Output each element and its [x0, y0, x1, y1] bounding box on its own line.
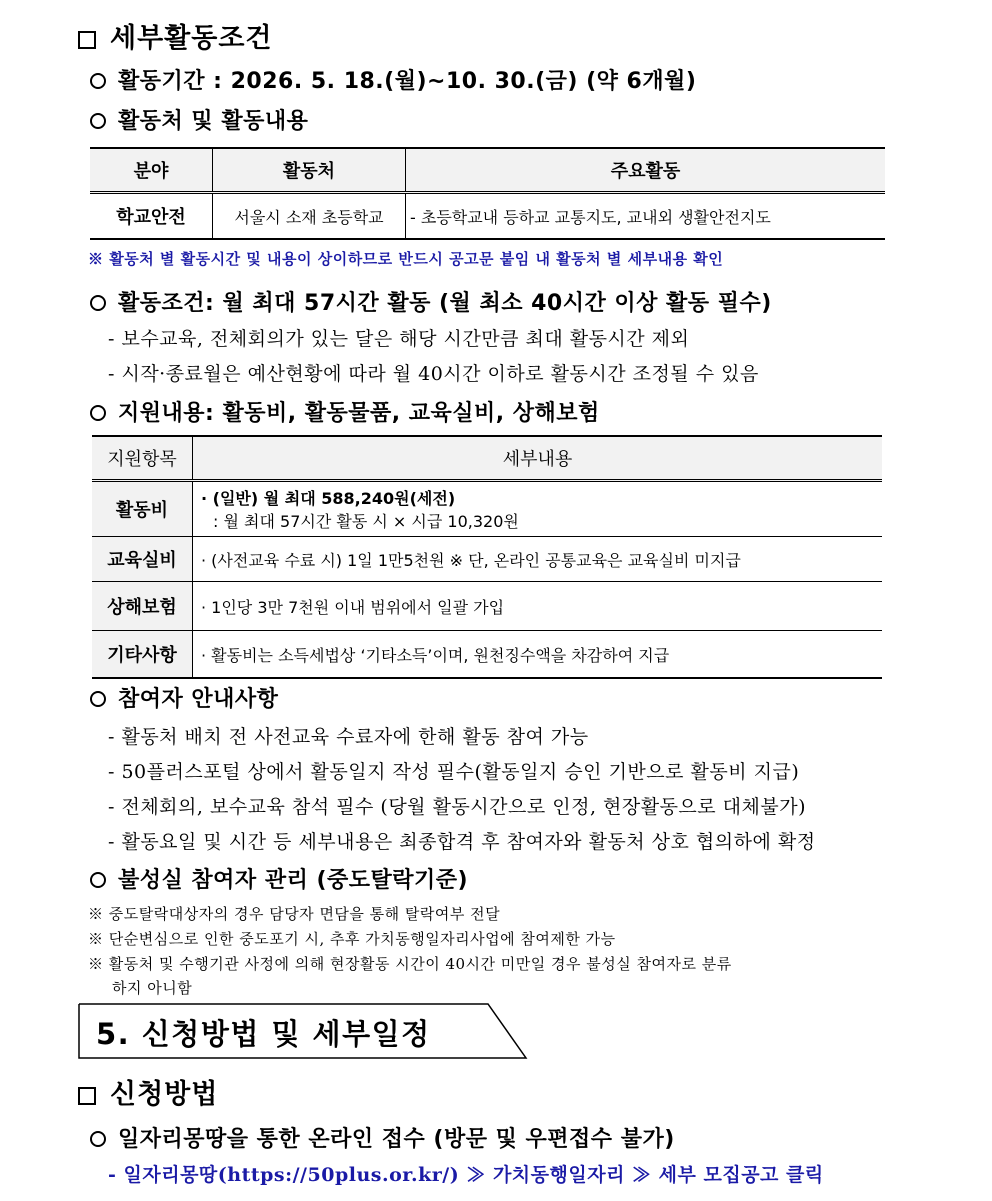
header-activity: 주요활동	[406, 148, 886, 193]
table-header-row	[90, 148, 885, 193]
poor-note: ※ 단순변심으로 인한 중도포기 시, 추후 가치동행일자리사업에 참여제한 가능	[88, 930, 616, 948]
poor-note: ※ 중도탈락대상자의 경우 담당자 면담을 통해 탈락여부 전달	[88, 905, 501, 923]
circle-bullet-icon	[90, 73, 106, 89]
poor-note: ※ 활동처 및 수행기관 사정에 의해 현장활동 시간이 40시간 미만일 경우 불성실 참여자로 분류	[88, 955, 732, 973]
activity-period: 활동기간 : 2026. 5. 18.(월)~10. 30.(금) (약 6개월)	[90, 64, 696, 95]
cell-detail: · (사전교육 수료 시) 1일 1만5천원 ※ 단, 온라인 공통교육은 교육실비 미지급	[193, 537, 883, 582]
circle-bullet-icon	[90, 872, 106, 888]
table-row	[90, 193, 885, 240]
circle-bullet-icon	[90, 295, 106, 311]
support-table	[92, 435, 882, 679]
condition-heading: 활동조건: 월 최대 57시간 활동 (월 최소 40시간 이상 활동 필수)	[90, 286, 772, 317]
section-title-apply: 신청방법	[78, 1072, 218, 1111]
cell-detail: · 활동비는 소득세법상 ‘기타소득’이며, 원천징수액을 차감하여 지급	[193, 631, 883, 679]
condition-item: - 시작·종료월은 예산현황에 따라 월 40시간 이하로 활동시간 조정될 수 있음	[108, 363, 759, 385]
table-row	[92, 582, 882, 631]
poor-heading: 불성실 참여자 관리 (중도탈락기준)	[90, 863, 468, 894]
poor-note: 하지 아니함	[112, 979, 193, 997]
detail-line: · (일반) 월 최대 588,240원(세전)	[201, 489, 456, 508]
checkbox-square-icon	[78, 1087, 96, 1105]
cell-activity: - 초등학교내 등하교 교통지도, 교내외 생활안전지도	[406, 193, 886, 240]
header-item: 지원항목	[92, 436, 193, 481]
participant-heading: 참여자 안내사항	[90, 682, 278, 713]
header-field: 분야	[90, 148, 213, 193]
section-title-detail: 세부활동조건	[78, 16, 273, 55]
apply-link-line[interactable]: - 일자리몽땅(https://50plus.or.kr/) ≫ 가치동행일자리 ≫ 세부 모집공고 클릭	[108, 1164, 824, 1186]
participant-item: - 활동요일 및 시간 등 세부내용은 최종합격 후 참여자와 활동처 상호 협의하에 확정	[108, 831, 816, 853]
checkbox-square-icon	[78, 31, 96, 49]
place-table	[90, 147, 885, 240]
header-place: 활동처	[213, 148, 406, 193]
place-note: ※ 활동처 별 활동시간 및 내용이 상이하므로 반드시 공고문 붙임 내 활동처 별 세부내용 확인	[88, 250, 724, 268]
online-apply: 일자리몽땅을 통한 온라인 접수 (방문 및 우편접수 불가)	[90, 1122, 675, 1153]
circle-bullet-icon	[90, 691, 106, 707]
header-detail: 세부내용	[193, 436, 883, 481]
table-row	[92, 631, 882, 679]
cell-item: 기타사항	[92, 631, 193, 679]
banner-title: 5. 신청방법 및 세부일정	[96, 1017, 431, 1051]
participant-item: - 전체회의, 보수교육 참석 필수 (당월 활동시간으로 인정, 현장활동으로 대체불가)	[108, 796, 807, 818]
condition-item: - 보수교육, 전체회의가 있는 달은 해당 시간만큼 최대 활동시간 제외	[108, 328, 690, 350]
participant-item: - 50플러스포털 상에서 활동일지 작성 필수(활동일지 승인 기반으로 활동비 지급)	[108, 761, 800, 783]
cell-detail	[193, 481, 883, 537]
cell-item: 상해보험	[92, 582, 193, 631]
cell-place: 서울시 소재 초등학교	[213, 193, 406, 240]
table-header-row	[92, 436, 882, 481]
participant-item: - 활동처 배치 전 사전교육 수료자에 한해 활동 참여 가능	[108, 726, 589, 748]
cell-item: 활동비	[92, 481, 193, 537]
circle-bullet-icon	[90, 405, 106, 421]
table-row	[92, 537, 882, 582]
circle-bullet-icon	[90, 1131, 106, 1147]
circle-bullet-icon	[90, 113, 106, 129]
cell-detail: · 1인당 3만 7천원 이내 범위에서 일괄 가입	[193, 582, 883, 631]
support-heading: 지원내용: 활동비, 활동물품, 교육실비, 상해보험	[90, 396, 600, 427]
place-heading: 활동처 및 활동내용	[90, 104, 308, 135]
detail-line: : 월 최대 57시간 활동 시 × 시급 10,320원	[213, 512, 519, 531]
cell-item: 교육실비	[92, 537, 193, 582]
cell-field: 학교안전	[90, 193, 213, 240]
section-banner	[78, 1003, 528, 1059]
table-row	[92, 481, 882, 537]
